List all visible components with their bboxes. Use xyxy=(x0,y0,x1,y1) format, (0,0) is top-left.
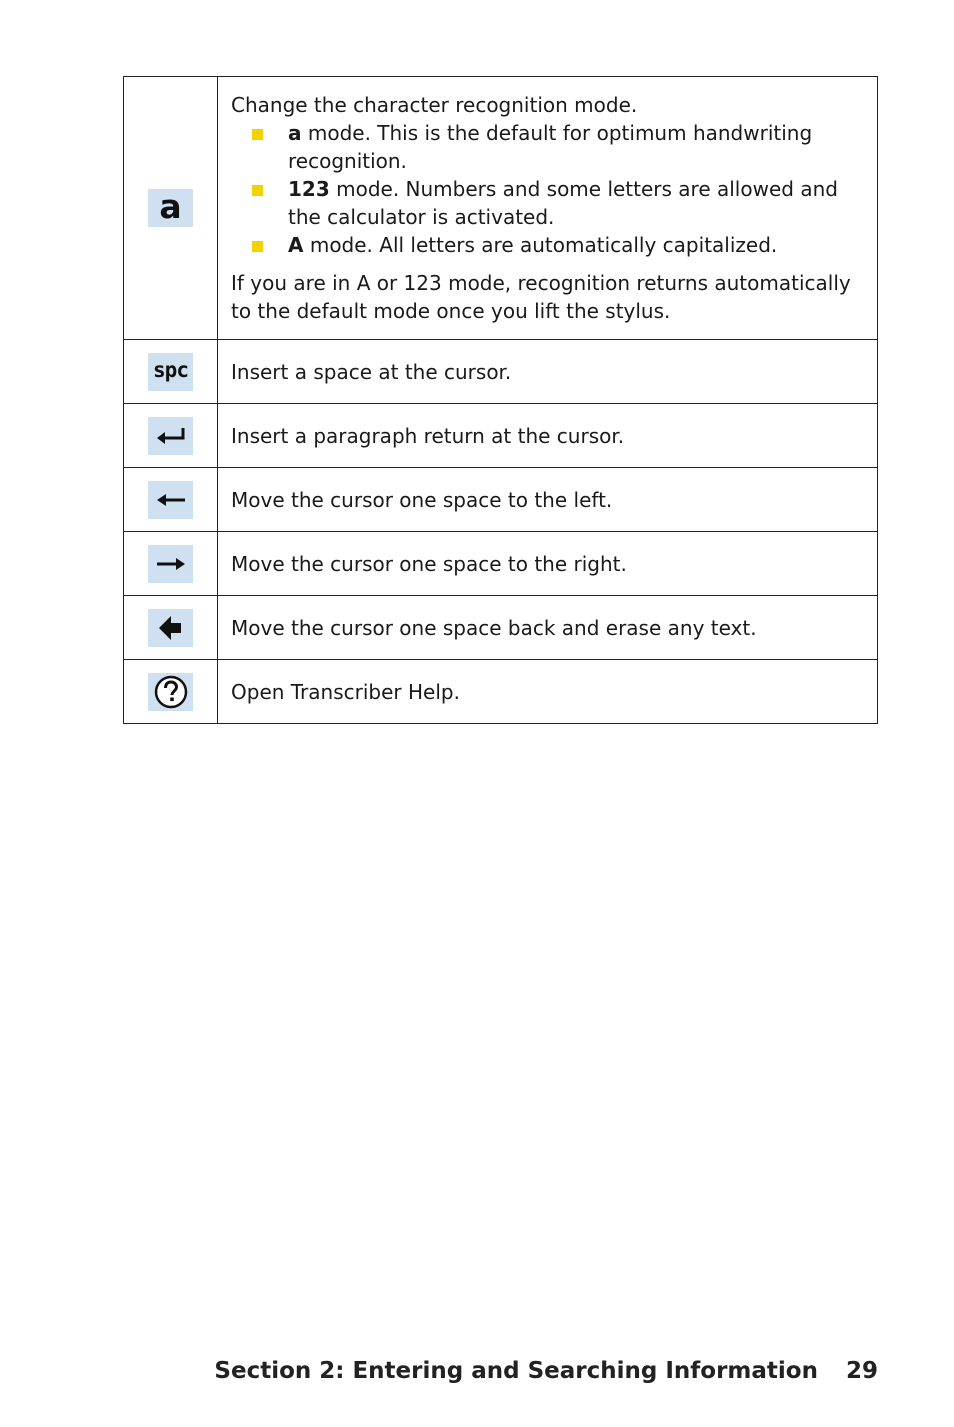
mode-description: mode. Numbers and some letters are allowed and the calculator is activated. xyxy=(288,177,838,229)
mode-description: mode. This is the default for optimum handwriting recognition. xyxy=(288,121,813,173)
table-row-backspace xyxy=(124,596,878,660)
description-cell xyxy=(218,77,878,340)
icon-cell xyxy=(124,532,218,596)
bullet-square-icon xyxy=(252,129,263,140)
help-question-icon xyxy=(148,673,193,711)
bullet-square-icon xyxy=(252,241,263,252)
left-arrow-icon xyxy=(148,481,193,519)
mode-key: A xyxy=(288,233,304,257)
table-row-recognition-mode xyxy=(124,77,878,340)
description-cell: Insert a space at the cursor. xyxy=(218,340,878,404)
mode-note-text: If you are in A or 123 mode, recognition returns automatically to the default mode once you lift the stylus. xyxy=(231,271,851,323)
section-title: Section 2: Entering and Searching Information xyxy=(214,1358,818,1384)
icon-cell xyxy=(124,340,218,404)
lowercase-a-mode-icon: a xyxy=(148,189,193,227)
description-cell: Open Transcriber Help. xyxy=(218,660,878,724)
description-cell: Insert a paragraph return at the cursor. xyxy=(218,404,878,468)
bullet-square-icon xyxy=(252,185,263,196)
table-row-return xyxy=(124,404,878,468)
transcriber-icon-reference-table xyxy=(123,76,878,724)
page-number: 29 xyxy=(845,1358,878,1384)
icon-cell xyxy=(124,404,218,468)
mode-description: mode. All letters are automatically capitalized. xyxy=(303,233,778,257)
icon-cell xyxy=(124,596,218,660)
list-item xyxy=(288,231,865,259)
right-arrow-icon xyxy=(148,545,193,583)
mode-list xyxy=(231,119,865,259)
table-row-help xyxy=(124,660,878,724)
mode-key: a xyxy=(288,121,302,145)
page-footer xyxy=(214,1358,878,1384)
return-arrow-icon xyxy=(148,417,193,455)
description-cell: Move the cursor one space to the right. xyxy=(218,532,878,596)
list-item xyxy=(288,175,865,231)
table-row-right xyxy=(124,532,878,596)
description-cell: Move the cursor one space to the left. xyxy=(218,468,878,532)
description-cell: Move the cursor one space back and erase any text. xyxy=(218,596,878,660)
mode-intro-text: Change the character recognition mode. xyxy=(231,93,638,117)
list-item xyxy=(288,119,865,175)
icon-cell xyxy=(124,77,218,340)
icon-cell xyxy=(124,468,218,532)
mode-key: 123 xyxy=(288,177,330,201)
space-icon: spc xyxy=(148,353,193,391)
table-row-left xyxy=(124,468,878,532)
table-row-space xyxy=(124,340,878,404)
icon-cell xyxy=(124,660,218,724)
backspace-icon xyxy=(148,609,193,647)
